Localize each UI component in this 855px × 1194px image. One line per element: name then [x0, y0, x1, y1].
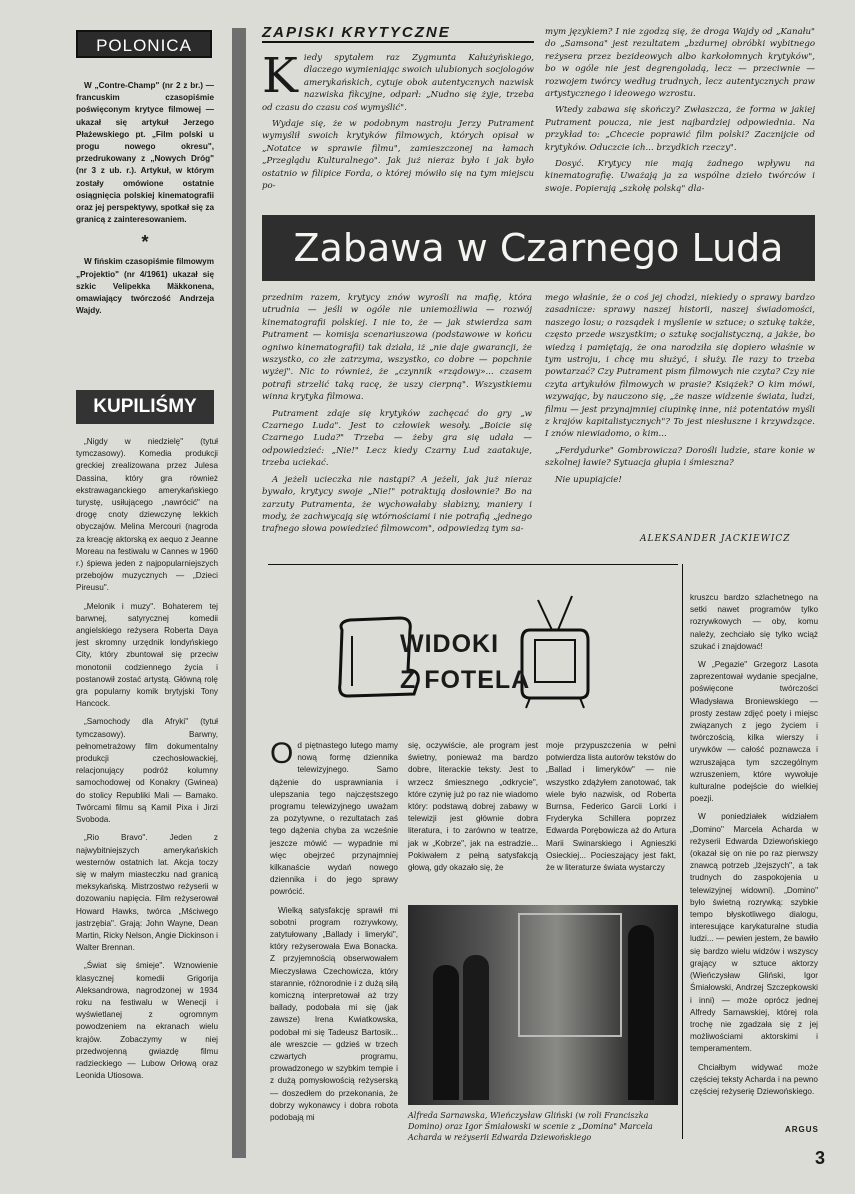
kupilismy-item: „Nigdy w niedzielę" (tytuł tymczasowy). Komedia produkcji greckiej zrealizowana przez Julesa Dassina, który gra również ekstrawaganckiego amerykańskiego turystę, usiłującego „nawrócić" na drogę cnoty dziewczynę lekkich obyczajów. Melina Mercouri (nagroda za kreację aktorską ex aequo z Jeanne Moreau na festiwalu w Cannes w 1960 r.) śpiewa jeden z najpopularniejszych przebojów muzycznych — „Dzieci Pireusu". — [76, 437, 219, 593]
polonica-body — [76, 80, 214, 323]
polonica-paragraph-2: W fińskim czasopiśmie filmowym „Projektio" (nr 4/1961) ukazał się szkic Velipekka Mäkkonena, omawiający twórczość Andrzeja Wajdy. — [76, 257, 214, 316]
zapiski-body-col-2 — [545, 292, 815, 490]
widoki-paragraph: d piętnastego lutego mamy nową formę dziennika telewizyjnego. Samo dążenie do usprawniania i ulepszania tego najczęstszego programu telewizyjnego uważam za pozytywne, o rezultatach zaś tego dążenia chyba za wcześnie jeszcze mówić — wypadnie mi więc obejrzeć przynajmniej kilkanaście wydań nowego dziennika i do jego sprawy powrócić. — [270, 741, 398, 897]
zapiski-column-2 — [545, 26, 815, 199]
photo-figure-left — [433, 965, 459, 1100]
widoki-paragraph: Wielką satysfakcję sprawił mi sobotni program rozrywkowy, zatytułowany „Ballady i limeryki", który reżyserowała Ewa Bonacka. Z przyjemnością obserwowałem Mieczysława Czechowicza, który starannie, różnorodnie i z dużą siłą komiczną interpretował aż trzy ballady, podobała mi się (jak zawsze) Irena Kwiatkowska, podobał mi się Tadeusz Bartosik... ale wreszcie — gdzieś w trzech czwartych programu, prowadzonego w szybkim tempie i z dużą pomysłowością reżyserską — doszedłem do przekonania, że dobrzy wykonawcy i dobra robota podobają mi — [270, 905, 398, 1123]
kupilismy-item: „Świat się śmieje". Wznowienie klasycznej komedii Grigorija Aleksandrowa, nagrodzonej w 1934 roku na festiwalu w Wenecji i wyświetlanej z ogromnym powodzeniem na ekranach wielu krajów. Zobaczymy w niej przedwojenną gwiazdę filmu radzieckiego — Lubow Orłową oraz Leonida Utiosowa. — [76, 961, 218, 1081]
section-divider — [268, 564, 678, 565]
zapiski-paragraph: „Ferdydurke" Gombrowicza? Dorośli ludzie, stare konie w szkolnej ławie? Sytuacja głupia i śmieszna? — [545, 445, 815, 469]
zapiski-paragraph: Dosyć. Krytycy nie mają żadnego wpływu na kinematografię. Uważają ja za wspólne dzieło twórców i swoje. Popierają „szkołę polską" dla- — [545, 159, 815, 194]
dropcap-k: K — [262, 48, 298, 104]
zapiski-body-col-1 — [262, 292, 532, 540]
photo-caption: Alfreda Sarnawska, Wieńczysław Gliński (w roli Franciszka Domino) oraz Igor Śmiałowski w scenie z „Domina" Marcela Acharda w reżyserii Edwarda Dziewońskiego — [408, 1111, 653, 1142]
zapiski-headline: Zabawa w Czarnego Luda — [262, 215, 815, 281]
zapiski-paragraph: mym językiem? I nie zgodzą się, że droga Wajdy od „Kanału" do „Samsona" jest rezultatem „bzdurnej obróbki wybitnego reżysera przez bezideowych albo karkołomnych krytyków", bo w ogóle nie jest degrengoladą, lecz — przeciwnie — rozwojem twórcy według trudnych, lecz autentycznych praw artystycznego i ideowego wzrostu. — [545, 27, 815, 100]
zapiski-intro: iedy spytałem raz Zygmunta Kałużyńskiego, dlaczego wymieniając swoich ulubionych socjologów amerykańskich, cytuje obok autentycznych nazwisk nazwiska fikcyjne, odparł: „Nudno się żyje, trzeba od czasu do czasu coś wymyślić". — [262, 53, 534, 113]
photo-window — [518, 913, 622, 1037]
photo-figure-right — [628, 925, 654, 1100]
photo-figure-middle — [463, 955, 489, 1100]
widoki-paragraph: się, oczywiście, ale program jest świetny, ponieważ ma bardzo dobre, literackie teksty. Jest to wrzecz śmiesznego „odkrycie", które czynię już po raz nie wiadomo który: podstawą dobrej zabawy w telewizji jest głównie dobra literatura, i to zarówno w teatrze, jak w „Kobrze", jak na estradzie... Pokiwałem z pełną satysfakcją głową, gdy okazało się, że — [408, 741, 538, 873]
widoki-signature: ARGUS — [785, 1125, 819, 1134]
zapiski-header: ZAPISKI KRYTYCZNE — [262, 24, 534, 43]
zapiski-paragraph: A jeżeli ucieczka nie nastąpi? A jeżeli, jak już nieraz bywało, krytycy swoje „Nie!" potraktują dosłownie? Bo na zarzuty Putramenta, że wychowałaby słabizny, maniery i mody, że zachwycają się wtórnościami i nie potrafią „jednego trafnego słowa powiedzieć filmowcom", odpowiedzą tym sa- — [262, 474, 532, 535]
right-column-divider — [682, 564, 683, 1139]
polonica-header: POLONICA — [76, 30, 212, 58]
dropcap-o: O — [270, 737, 294, 770]
zapiski-paragraph: mego właśnie, że o coś jej chodzi, niekiedy o sprawy bardzo zasadnicze: sprawy naszej historii, naszej świadomości, naszego losu; o rozsądek i myślenie w sztuce; o sztukę także, często przede wszystkim; o sztukę socjalistyczną, a jakże, bo wiedzą i pamiętają, że ona narodziła się dopiero właśnie w tym ustroju, i chcę mu służyć, i służy. Ile razy to trzeba powtarzać? Czy Putrament pism filmowych nie czyta? Czy nie czyta artykułów filmowych w prasie? Książek? O kim mówi, wzywając, by nauczono się, „że nasze widzenie świata, ludzi, filmu — jest przynajmniej ciupinkę inne, niż potentatów myśli z krajów kapitalistycznych"? To jest niesłuszne i krzywdzące. I znów niewiadomo, o kim... — [545, 293, 815, 440]
zapiski-paragraph: Wtedy zabawa się skończy? Zwłaszcza, że forma w jakiej Putrament poucza, nie jest najbardziej odpowiednia. Na przykład to: „Chcecie poprawić film polski? Zacznijcie od krytyków. Oduczcie ich... brzydkich rzeczy". — [545, 105, 815, 153]
widoki-title-line-1: WIDOKI — [400, 630, 500, 658]
zapiski-paragraph: przednim razem, krytycy znów wyrośli na mafię, która utrudnia — jeśli w ogóle nie uniemożliwia — rozwój kinematografii polskiej. I nie to, że — jak stwierdza sam Putrament — komisja scenariuszowa (podstawowe w końcu ogniwo kinematografii) tak działa, iż „nie daje gwarancji, że wszystko, co złe zatrzyma, wszystko, co dobre — popchnie wyżej". Nic to również, że „czynnik «rządowy»... czasem potrafi strzelić taką racę, że uszy cierpną". Wszystkiemu winna krytyka filmowa. — [262, 293, 532, 403]
widoki-paragraph: kruszcu bardzo szlachetnego na setki nawet programów tylko rozrywkowych — oby, komu należy, zechciało się tylko wciąż szukać i znajdować! — [690, 593, 818, 651]
widoki-paragraph: moje przypuszczenia w pełni potwierdza lista autorów tekstów do „Ballad i limeryków" — nie wszystko zdążyłem zanotować, tak wiele było nazwisk, od Roberta Burnsa, Federico Garcii Lorki i Fryderyka Schillera poprzez Edwarda Porębowicza aż do Artura Marii Swinarskiego i Agnieszki Osieckiej... Pocieszający jest fakt, że w literaturze świata wystarczy — [546, 741, 676, 873]
page-number: 3 — [815, 1148, 826, 1168]
zapiski-paragraph: Wydaje się, że w podobnym nastroju Jerzy Putrament wymyślił swoich krytyków filmowych, których opisał w „Notatce w sprawie filmu", zamieszczonej na łamach „Przeglądu Kulturalnego". Jak już nieraz było i jak było ostatnio w filipice Forda, o której mówiło się na tym miejscu po- — [262, 119, 534, 192]
kupilismy-body — [76, 436, 218, 1088]
widoki-title-line-2: Z FOTELA — [400, 666, 531, 694]
zapiski-column-1 — [262, 48, 534, 196]
zapiski-paragraph: Nie upupiajcie! — [555, 474, 622, 485]
separator-star: * — [141, 232, 149, 253]
widoki-column-1 — [270, 737, 398, 1130]
widoki-paragraph: W „Pegazie" Grzegorz Lasota zaprezentował wydanie specjalne, poświęcone twórczości Władysława Broniewskiego — prosty zestaw zdjęć poety i miejsc związanych z jego życiem i twórczością, kilka wierszy i urywków — całość poznawcza i wzruszająca tym szczególnym wzruszeniem, które wywołuje kulturalne podejście do wielkiej poezji. — [690, 660, 818, 804]
widoki-paragraph: Chciałbym widywać może częściej teksty Acharda i na pewno częściej reżyserię Dziewońskiego. — [690, 1062, 818, 1096]
widoki-column-3 — [546, 740, 676, 880]
kupilismy-item: „Melonik i muzy". Bohaterem tej barwnej, satyrycznej komedii angielskiego reżysera Roberta Daya jest skromny urzędnik londyńskiego City, który zbuntował się przeciw monotonii codziennego życia i postanowił zostać artystą. Główną rolę gra popularny komik brytyjski Tony Hancock. — [76, 601, 218, 709]
widoki-column-4 — [690, 592, 818, 1104]
widoki-paragraph: W poniedziałek widziałem „Domino" Marcela Acharda w reżyserii Edwarda Dziewońskiego (okazał się on nie po raz pierwszy znawcą potrzeb „lżejszych", a tak trudnych do zaspokojenia u telewizyjnej widowni). „Domino" było świetną rozrywką: szybkie tempo błyskotliwego dialogu, interesujące karykaturalne studia ludzi... — pewien jestem, że bawiło się bardzo wielu widzów i wszyscy grający w sztuce aktorzy (Wieńczysław Gliński, Igor Śmiałowski, Andrzej Szczepkowski i inni) — może oprócz jednej Alfredy Sarnawskiej, której rola trochę nie zgadzała się z jej możliwościami aktorskimi i temperamentem. — [690, 812, 818, 1054]
zapiski-paragraph: Putrament zdaje się krytyków zachęcać do gry „w Czarnego Luda". Jest to człowiek wesoły. „Boicie się Czarnego Luda?" Trzeba — żeby gra się udała — odpowiedzieć: „Nie!" Lecz kiedy Czarny Lud zaatakuje, trzeba uciekać. — [262, 408, 532, 469]
column-separator — [232, 28, 246, 1158]
kupilismy-item: „Rio Bravo". Jeden z najwybitniejszych amerykańskich westernów ostatnich lat. Akcja toczy się w małym miasteczku nad granicą meksykańską. Mistrzostwo reżyserii w dozowaniu napięcia. Film reżyserował Howard Hawks, twórca „Mściwego jastrzębia". Grają: John Wayne, Dean Martin, Ricky Nelson, Angie Dickinson i Walter Brennan. — [76, 833, 218, 953]
widoki-column-2 — [408, 740, 538, 880]
widoki-logo — [330, 590, 590, 710]
kupilismy-header: KUPILIŚMY — [76, 390, 214, 424]
domino-scene-photo — [408, 905, 678, 1105]
zapiski-signature: ALEKSANDER JACKIEWICZ — [640, 534, 791, 544]
polonica-paragraph-1: W „Contre-Champ" (nr 2 z br.) — francuskim czasopiśmie poświęconym krytyce filmowej — ukazał się artykuł Jerzego Płażewskiego pt. „Film polski u progu nowego okresu", przedrukowany z „Nowych Dróg" (nr 3 z ub. r.). Artykuł, w którym zostały omówione ostatnie osiągnięcia polskiej kinematografii oraz jej perspektywy, spotkał się za granicą z zainteresowaniem. — [76, 81, 214, 225]
kupilismy-item: „Samochody dla Afryki" (tytuł tymczasowy). Barwny, pełnometrażowy film dokumentalny produkcji czechosłowackiej, relacjonujący podróż kolumny samochodowej od Konakry (Gwinea) do stolicy Republiki Mali — Bamako. Twórcami filmu są Kamil Pixa i Jirzi Svoboda. — [76, 717, 218, 825]
